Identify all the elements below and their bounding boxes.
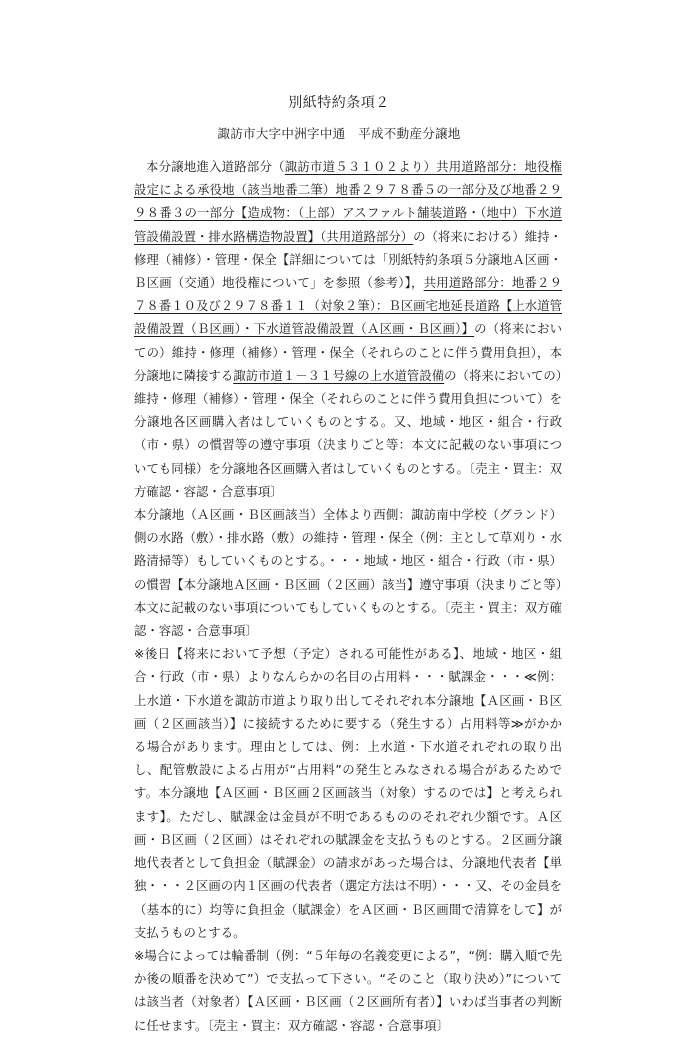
paragraph-text: 本分譲地進入道路部分（ <box>146 159 285 174</box>
body-paragraph <box>134 503 562 642</box>
paragraph-text: の（将来における）維持・修理（補修）・管理・保全【詳細については「別紙特約条項５分譲地Ａ区画・Ｂ区画（交通）地役権について」を参照（参考）】， <box>134 228 562 291</box>
paragraph-text: ※場合によっては輪番制（例：“５年毎の名義変更による”，“例：購入順で先か後の順番を決めて”）で支払って下さい。“そのこと（取り決め）”については該当者（対象者）【Ａ区画・Ｂ区画（２区画所有者）】いわば当事者の判断に任せます。〔売主・買主：双方確認・容認・合意事項〕 <box>134 947 562 1033</box>
underlined-text: 共用道路部分：地番２９７８番１０及び２９７８番１１（対象２筆）：Ｂ区画宅地延長道路【上水道管設備設置（Ｂ区画）・下水道管設備設置（Ａ区画・Ｂ区画）】 <box>134 275 563 337</box>
paragraph-text: ※後日【将来において予想（予定）される可能性がある】、地域・地区・組合・行政（市・県）よりなんらかの名目の占用料・・・賦課金・・・≪例：上水道・下水道を諏訪市道より取り出してそれぞれ本分譲地【Ａ区画・Ｂ区画（２区画該当）】に接続するために要する（発生する）占用料等≫がかかる場合があります。理由としては、例：上水道・下水道それぞれの取り出し、配管敷設による占用が“占用料”の発生とみなされる場合があるためです。本分譲地【Ａ区画・Ｂ区画２区画該当（対象）するのでは】と考えられます】。ただし、賦課金は金員が不明であるもののそれぞれ少額です。Ａ区画・Ｂ区画（２区画）はそれぞれの賦課金を支払うものとする。２区画分譲地代表者として負担金（賦課金）の請求があった場合は、分譲地代表者【単独・・・２区画の内１区画の代表者（選定方法は不明）・・・又、その金員を（基本的に）均等に負担金（賦課金）をＡ区画・Ｂ区画間で清算をして】が支払うものとする。 <box>134 646 562 940</box>
document-title: 別紙特約条項２ <box>288 95 390 111</box>
body-paragraph <box>134 155 562 503</box>
document-body <box>134 155 562 1037</box>
paragraph-text: の（将来においての）維持・修理（補修）・管理・保全（それらのことに伴う費用負担），本分譲地に隣接する <box>134 321 562 383</box>
body-paragraph <box>134 944 562 1037</box>
paragraph-text: の（将来においての）維持・修理（補修）・管理・保全（それらのことに伴う費用負担について）を分譲地各区画購入者はしていくものとする。又、地域・地区・組合・行政（市・県）の慣習等の遵守事項（決まりごと等：本文に記載のない事項についても同様）を分譲地各区画購入者はしていくものとする。〔売主・買主：双方確認・容認・合意事項〕 <box>134 367 562 499</box>
underlined-text: 諏訪市道１－３１号線の上水道管設備 <box>233 367 445 383</box>
underlined-text: 諏訪市道５３１０２より）共用道路部分：地役権設定による承役地（該当地番二筆）地番２９７８番５の一部分及び地番２９９８番３の一部分【造成物：（上部）アスファルト舗装道路・（地中）下水道管設備設置・排水路構造物設置】（共用道路部分） <box>134 159 563 244</box>
paragraph-text: 本分譲地（Ａ区画・Ｂ区画該当）全体より西側：諏訪南中学校（グランド）側の水路（敷）・排水路（敷）の維持・管理・保全（例：主として草刈り・水路清掃等）もしていくものとする。・・・地域・地区・組合・行政（市・県）の慣習【本分譲地Ａ区画・Ｂ区画（２区画）該当】遵守事項（決まりごと等）本文に記載のない事項についてもしていくものとする。〔売主・買主：双方確認・容認・合意事項〕 <box>134 507 562 639</box>
body-paragraph <box>134 642 562 944</box>
document-subtitle: 諏訪市大字中洲字中通 平成不動産分譲地 <box>217 126 461 141</box>
